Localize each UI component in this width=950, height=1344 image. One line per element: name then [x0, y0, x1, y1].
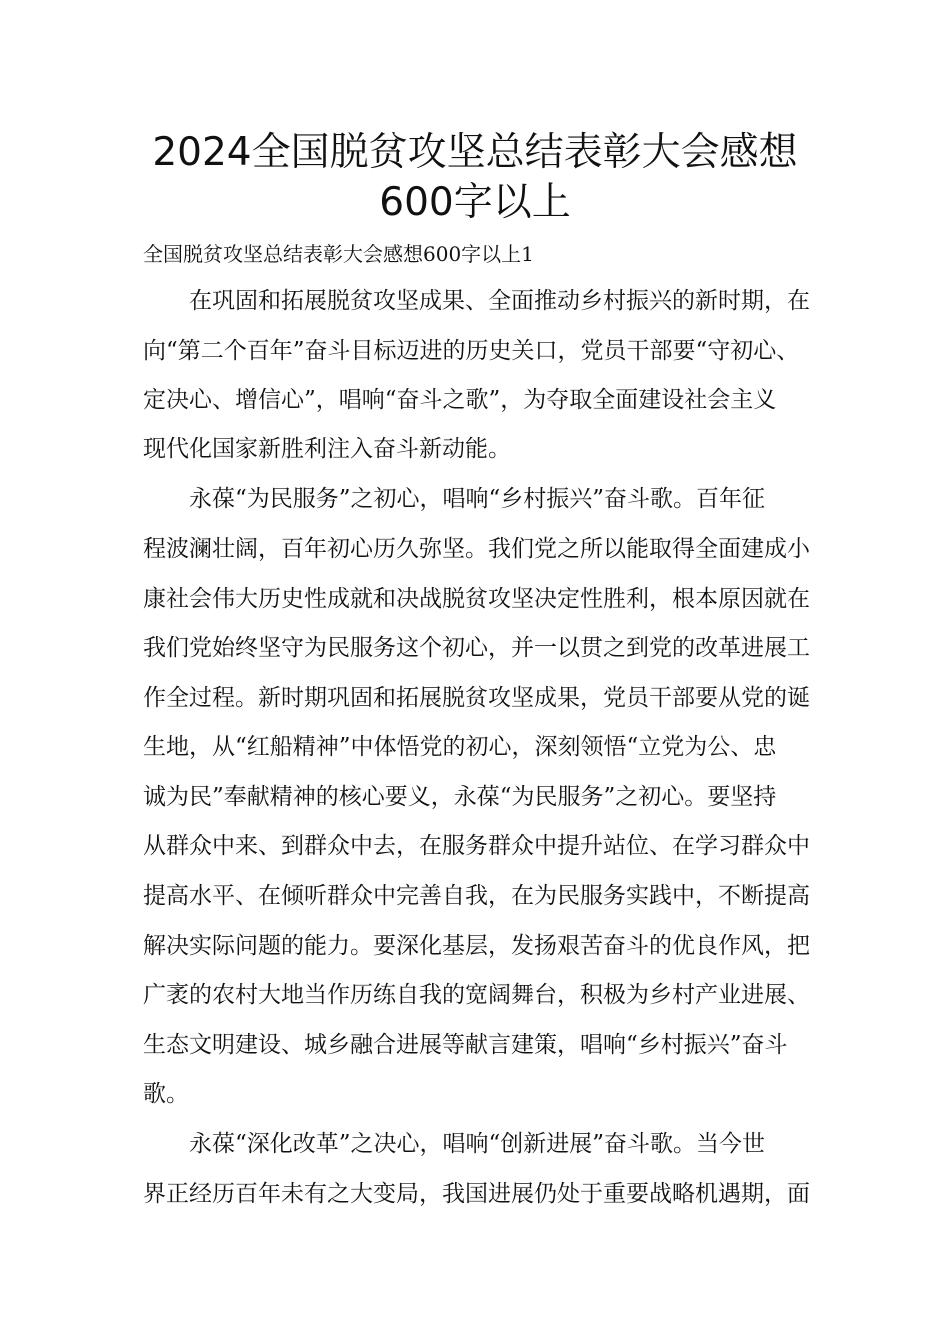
text-line: 从群众中来、到群众中去，在服务群众中提升站位、在学习群众中 [143, 833, 810, 859]
text-line: 在巩固和拓展脱贫攻坚成果、全面推动乡村振兴的新时期，在 [143, 288, 810, 314]
text-line: 作全过程。新时期巩固和拓展脱贫攻坚成果，党员干部要从党的诞 [143, 685, 810, 711]
text-line: 生地，从“红船精神”中体悟党的初心，深刻领悟“立党为公、忠 [143, 734, 777, 760]
text-line: 诚为民”奉献精神的核心要义，永葆“为民服务”之初心。要坚持 [143, 784, 777, 810]
document-title-line-2: 600字以上 [379, 180, 571, 225]
text-line: 永葆“为民服务”之初心，唱响“乡村振兴”奋斗歌。百年征 [143, 486, 766, 512]
text-line: 界正经历百年未有之大变局，我国进展仍处于重要战略机遇期，面 [143, 1181, 810, 1207]
text-line: 广袤的农村大地当作历练自我的宽阔舞台，积极为乡村产业进展、 [143, 982, 810, 1008]
text-line: 解决实际问题的能力。要深化基层，发扬艰苦奋斗的优良作风，把 [143, 933, 810, 959]
text-line: 现代化国家新胜利注入奋斗新动能。 [143, 436, 511, 462]
text-line: 定决心、增信心”，唱响“奋斗之歌”，为夺取全面建设社会主义 [143, 387, 777, 413]
text-line: 永葆“深化改革”之决心，唱响“创新进展”奋斗歌。当今世 [143, 1131, 766, 1157]
text-line: 生态文明建设、城乡融合进展等献言建策，唱响“乡村振兴”奋斗 [143, 1032, 788, 1058]
document-title-line-1: 2024全国脱贫攻坚总结表彰大会感想 [152, 130, 798, 175]
text-line: 提高水平、在倾听群众中完善自我，在为民服务实践中，不断提高 [143, 883, 810, 909]
text-line: 向“第二个百年”奋斗目标迈进的历史关口，党员干部要“守初心、 [143, 338, 800, 364]
document-subtitle: 全国脱贫攻坚总结表彰大会感想600字以上1 [143, 242, 534, 266]
text-line: 康社会伟大历史性成就和决战脱贫攻坚决定性胜利，根本原因就在 [143, 586, 810, 612]
text-line: 程波澜壮阔，百年初心历久弥坚。我们党之所以能取得全面建成小 [143, 536, 810, 562]
text-line: 我们党始终坚守为民服务这个初心，并一以贯之到党的改革进展工 [143, 635, 810, 661]
text-line: 歌。 [143, 1081, 189, 1107]
